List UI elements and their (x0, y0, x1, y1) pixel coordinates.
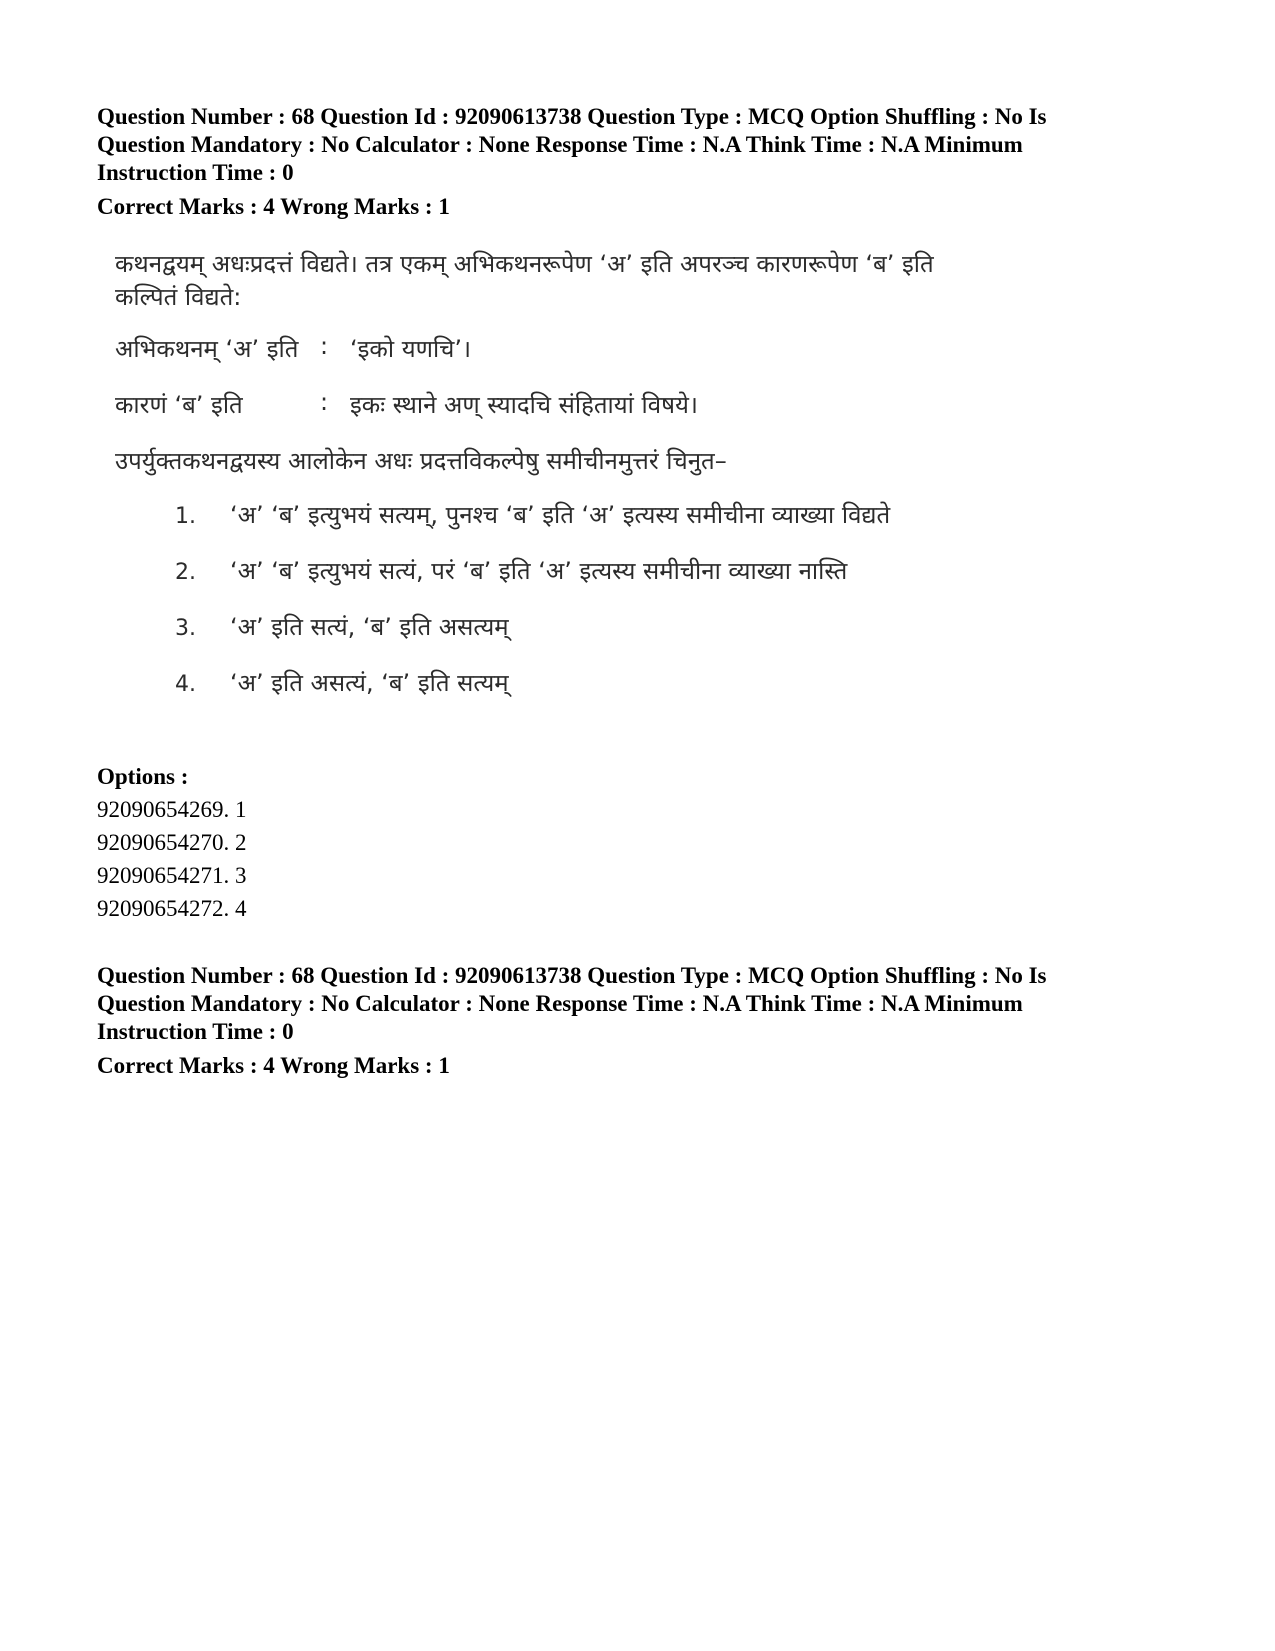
reason-text: इकः स्थाने अण् स्यादचि संहितायां विषये। (350, 391, 698, 419)
question-meta-line: Instruction Time : 0 (97, 1019, 294, 1044)
choice-text: ‘अ’ इति असत्यं, ‘ब’ इति सत्यम् (230, 669, 509, 697)
reason-label: कारणं ‘ब’ इति (115, 391, 243, 419)
options-title: Options : (97, 764, 189, 789)
option-item: 92090654270. 2 (97, 830, 247, 855)
marks-line: Correct Marks : 4 Wrong Marks : 1 (97, 1053, 450, 1078)
question-header (97, 962, 1177, 1080)
choice-number: 4. (175, 672, 196, 697)
choice-text: ‘अ’ इति सत्यं, ‘ब’ इति असत्यम् (230, 613, 509, 641)
question-meta-line: Question Number : 68 Question Id : 92090613738 Question Type : MCQ Option Shuffling : No Is (97, 104, 1047, 129)
choice-text: ‘अ’ ‘ब’ इत्युभयं सत्यं, परं ‘ब’ इति ‘अ’ इत्यस्य समीचीना व्याख्या नास्ति (230, 557, 848, 585)
assertion-separator: : (320, 332, 329, 360)
intro-line: कल्पितं विद्यते: (115, 283, 242, 311)
assertion-text: ‘इको यणचि’। (350, 335, 472, 363)
choice-item (175, 498, 890, 531)
option-item: 92090654272. 4 (97, 896, 247, 921)
choice-item (175, 554, 847, 587)
choice-number: 2. (175, 560, 196, 585)
question-meta-line: Question Mandatory : No Calculator : None Response Time : N.A Think Time : N.A Minimum (97, 991, 1023, 1016)
question-body (115, 248, 1015, 697)
marks-line: Correct Marks : 4 Wrong Marks : 1 (97, 194, 450, 219)
options-section (97, 760, 247, 925)
choice-item (175, 610, 509, 643)
question-meta-line: Question Mandatory : No Calculator : None Response Time : N.A Think Time : N.A Minimum (97, 132, 1023, 157)
question-meta-line: Question Number : 68 Question Id : 92090613738 Question Type : MCQ Option Shuffling : No Is (97, 963, 1047, 988)
option-item: 92090654269. 1 (97, 797, 247, 822)
choice-item (175, 666, 509, 699)
reason-separator: : (320, 388, 329, 416)
option-item: 92090654271. 3 (97, 863, 247, 888)
choice-number: 1. (175, 504, 196, 529)
question-prompt: उपर्युक्तकथनद्वयस्य आलोकेन अधः प्रदत्तविकल्पेषु समीचीनमुत्तरं चिनुत– (115, 447, 727, 475)
reason-row (115, 388, 698, 421)
question-intro (115, 248, 1015, 314)
question-meta-line: Instruction Time : 0 (97, 160, 294, 185)
assertion-row (115, 332, 472, 365)
intro-line: कथनद्वयम् अधःप्रदत्तं विद्यते। तत्र एकम् अभिकथनरूपेण ‘अ’ इति अपरञ्च कारणरूपेण ‘ब’ इति (115, 250, 934, 278)
question-header (97, 103, 1177, 221)
choice-number: 3. (175, 616, 196, 641)
assertion-label: अभिकथनम् ‘अ’ इति (115, 335, 299, 363)
choice-text: ‘अ’ ‘ब’ इत्युभयं सत्यम्, पुनश्च ‘ब’ इति ‘अ’ इत्यस्य समीचीना व्याख्या विद्यते (230, 501, 891, 529)
